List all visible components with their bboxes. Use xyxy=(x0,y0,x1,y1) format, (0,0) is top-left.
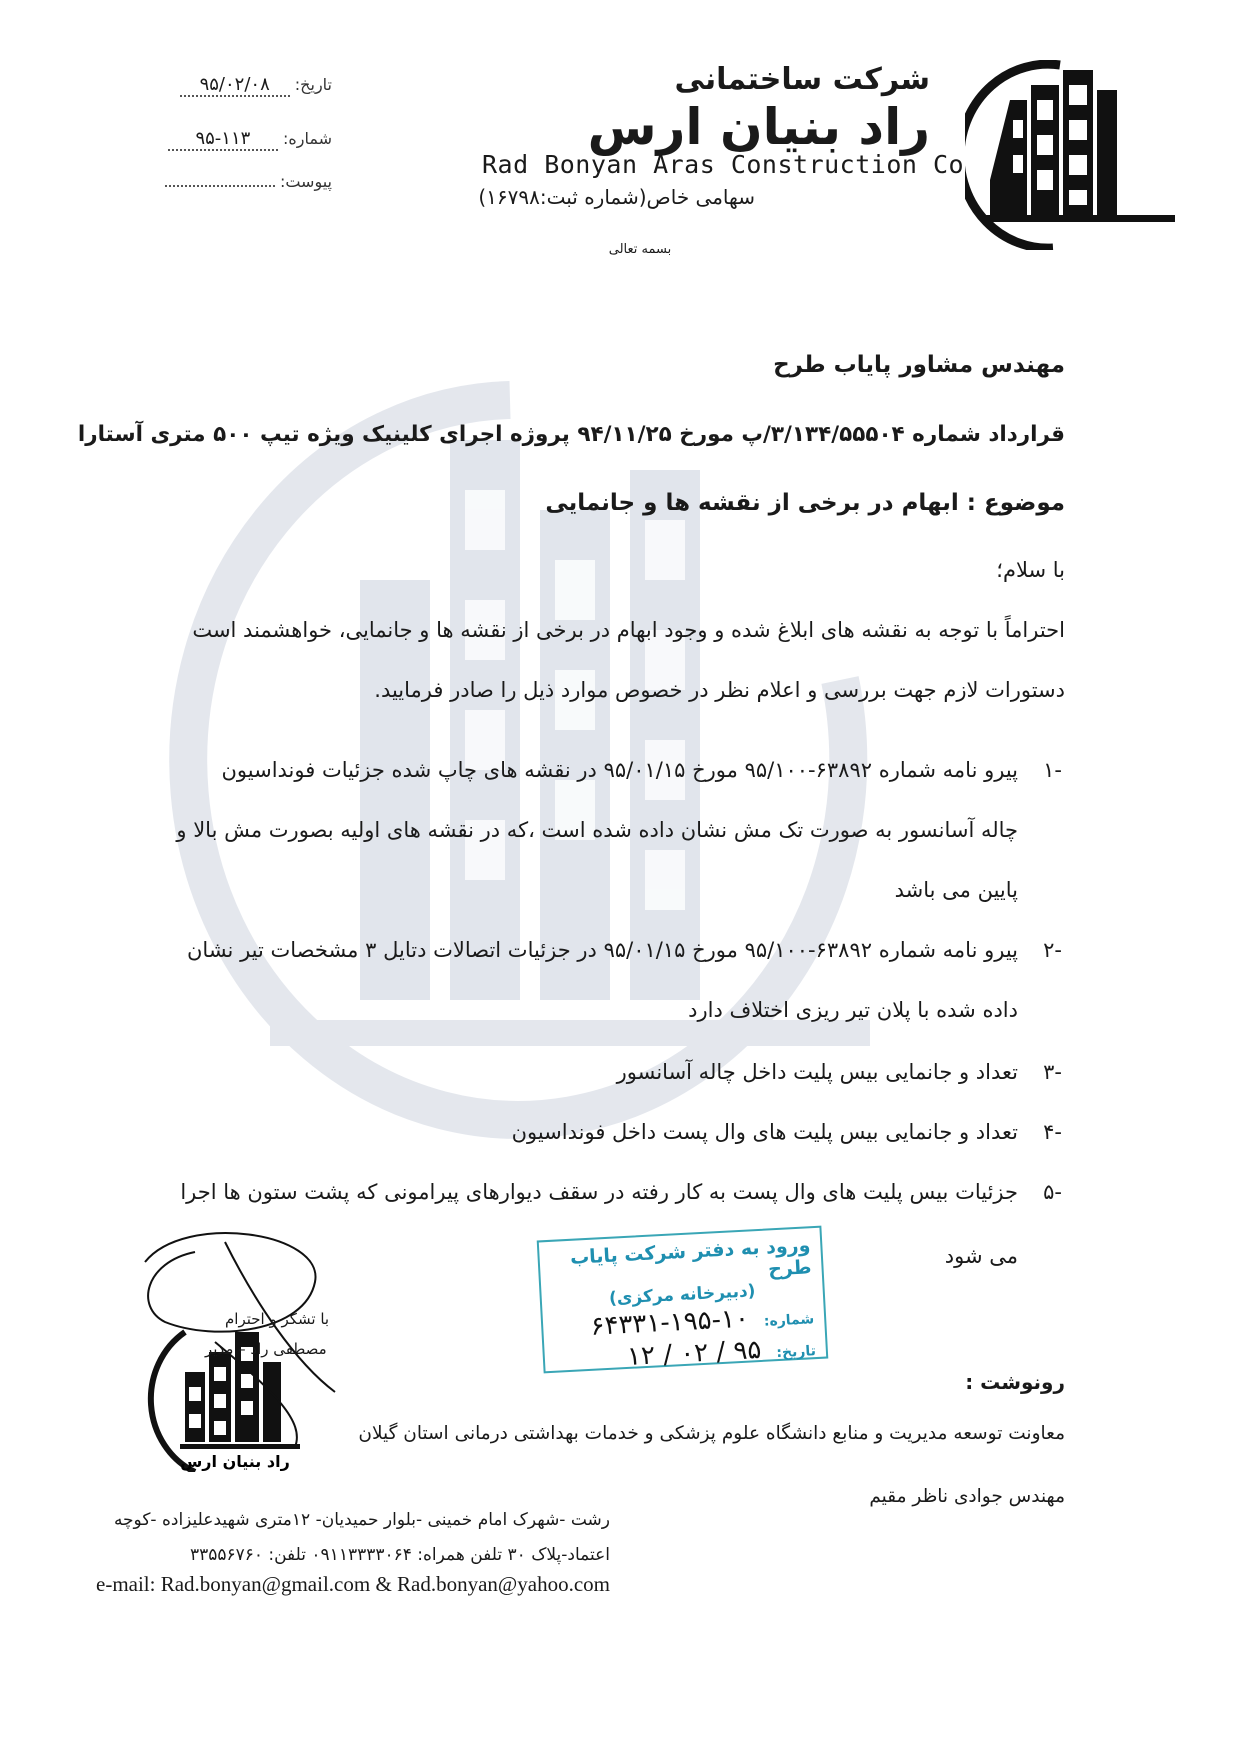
company-type: شرکت ساختمانی xyxy=(674,62,930,97)
intro-line-1: احتراماً با توجه به نقشه های ابلاغ شده و وجود ابهام در برخی از نقشه ها و جانمایی، خواهشمند است xyxy=(192,618,1065,642)
company-logo xyxy=(965,60,1175,250)
cc-title: رونوشت : xyxy=(965,1370,1065,1394)
recipient: مهندس مشاور پایاب طرح xyxy=(773,352,1065,378)
item-line: تعداد و جانمایی بیس پلیت داخل چاله آسانسور xyxy=(616,1060,1018,1084)
attachment-value xyxy=(165,185,275,187)
invocation xyxy=(0,242,1240,257)
footer-email[interactable]: e-mail: Rad.bonyan@gmail.com & Rad.bonyan@yahoo.com xyxy=(96,1572,610,1596)
item-line: پیرو نامه شماره ۶۳۸۹۲-۹۵/۱۰۰ مورخ ۹۵/۰۱/۱۵ در نقشه های چاپ شده جزئیات فونداسیون xyxy=(221,758,1018,782)
stamp-title: ورود به دفتر شرکت پایاب طرح xyxy=(569,1234,813,1281)
item-line: داده شده با پلان تیر ریزی اختلاف دارد xyxy=(688,998,1018,1022)
footer-address-line-2: اعتماد-پلاک ۳۰ تلفن همراه: ۰۹۱۱۳۳۳۳۰۶۴ تلفن: ۳۳۵۵۶۷۶۰ xyxy=(189,1545,610,1565)
stamp-number-value: ۱۰-۱۹۵-۶۴۳۳۱ xyxy=(589,1303,750,1342)
item-number: ۵- xyxy=(1043,1180,1062,1204)
invocation-text: بسمه تعالی xyxy=(608,242,672,257)
date-label: تاریخ: xyxy=(294,75,332,94)
greeting: با سلام؛ xyxy=(996,558,1065,582)
stamp-number-label: شماره: xyxy=(763,1311,815,1330)
letter-date xyxy=(180,74,332,97)
cc-recipient: مهندس جوادی ناظر مقیم xyxy=(869,1486,1065,1507)
letter-number xyxy=(168,128,332,151)
item-line: جزئیات بیس پلیت های وال پست به کار رفته در سقف دیوارهای پیرامونی که پشت ستون ها اجرا xyxy=(180,1180,1018,1204)
item-line: می شود xyxy=(944,1244,1018,1268)
item-number: ۱- xyxy=(1043,758,1062,782)
item-line: تعداد و جانمایی بیس پلیت های وال پست داخل فونداسیون xyxy=(511,1120,1018,1144)
attachment-label: پیوست: xyxy=(279,172,332,191)
footer-address-line-1: رشت -شهرک امام خمینی -بلوار حمیدیان- ۱۲متری شهیدعلیزاده -کوچه xyxy=(113,1510,610,1530)
item-number: ۳- xyxy=(1043,1060,1062,1084)
item-number: ۴- xyxy=(1043,1120,1062,1144)
number-value: ۹۵-۱۱۳ xyxy=(168,128,278,151)
stamp-date-value: ۹۵ / ۰۲ / ۱۲ xyxy=(626,1334,763,1372)
item-number: ۲- xyxy=(1043,938,1062,962)
subject: موضوع : ابهام در برخی از نقشه ها و جانمایی xyxy=(545,490,1065,516)
stamp-date-label: تاریخ: xyxy=(775,1343,817,1362)
date-value: ۹۵/۰۲/۰۸ xyxy=(180,74,290,97)
letter-attachment xyxy=(165,172,332,191)
stamp-subtitle: (دبیرخانه مرکزی) xyxy=(608,1281,756,1309)
company-name: راد بنیان ارس xyxy=(587,98,930,156)
company-name-latin: Rad Bonyan Aras Construction Co xyxy=(482,150,965,179)
contract-reference: قرارداد شماره ۳/۱۳۴/۵۵۵۰۴/پ مورخ ۹۴/۱۱/۲۵ پروژه اجرای کلینیک ویژه تیپ ۵۰۰ متری آستارا xyxy=(77,422,1065,447)
number-label: شماره: xyxy=(282,129,332,148)
seal-text: راد بنیان ارس xyxy=(180,1452,290,1471)
signature-closing: با تشکر و احترام xyxy=(225,1310,330,1328)
item-line: چاله آسانسور به صورت تک مش نشان داده شده است ،که در نقشه های اولیه بصورت مش بالا و xyxy=(176,818,1018,842)
incoming-stamp xyxy=(537,1226,829,1374)
intro-line-2: دستورات لازم جهت بررسی و اعلام نظر در خصوص موارد ذیل را صادر فرمایید. xyxy=(374,678,1065,702)
cc-recipient: معاونت توسعه مدیریت و منابع دانشگاه علوم پزشکی و خدمات بهداشتی درمانی استان گیلان xyxy=(358,1423,1065,1444)
item-line: پیرو نامه شماره ۶۳۸۹۲-۹۵/۱۰۰ مورخ ۹۵/۰۱/۱۵ در جزئیات اتصالات دتایل ۳ مشخصات تیر نشان xyxy=(187,938,1018,962)
signature-name: مصطفی راد – مدیر xyxy=(205,1340,327,1358)
company-registration: سهامی خاص(شماره ثبت:۱۶۷۹۸) xyxy=(478,185,755,209)
item-line: پایین می باشد xyxy=(894,878,1018,902)
